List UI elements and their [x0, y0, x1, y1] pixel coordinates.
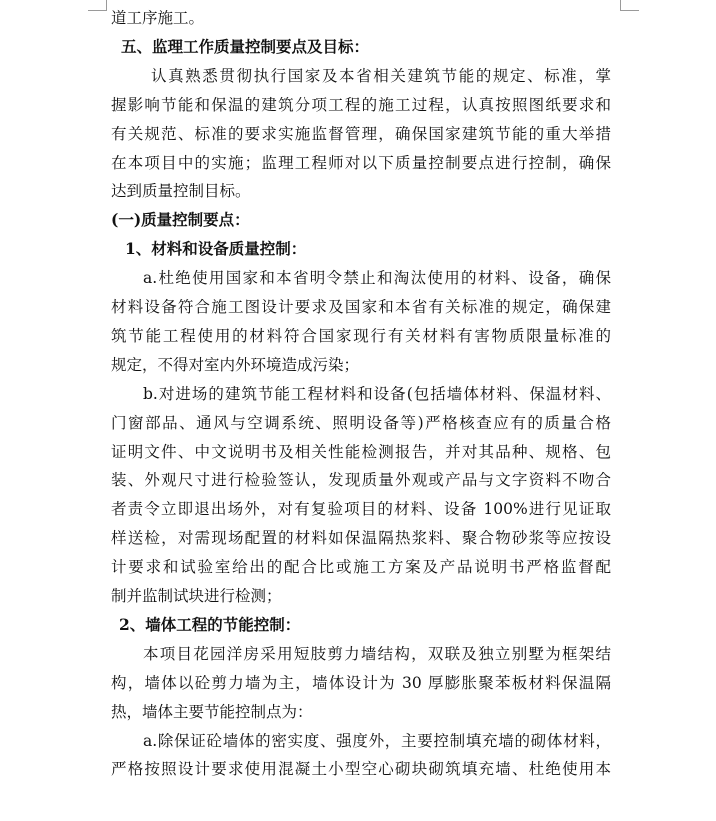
- section-heading: (一)质量控制要点：: [111, 210, 250, 230]
- paragraph-line: a.除保证砼墙体的密实度、强度外，主要控制填充墙的砌体材料，: [143, 731, 611, 750]
- paragraph-line: 认真熟悉贯彻执行国家及本省相关建筑节能的规定、标准，掌: [151, 66, 611, 85]
- paragraph-line: 达到质量控制目标。: [111, 182, 251, 201]
- section-heading: 1、材料和设备质量控制：: [125, 239, 307, 259]
- paragraph-line: 在本项目中的实施；监理工程师对以下质量控制要点进行控制，确保: [111, 153, 611, 172]
- section-heading: 五、监理工作质量控制要点及目标：: [121, 36, 370, 56]
- paragraph-line: 道工序施工。: [111, 9, 205, 27]
- paragraph-line: 构，墙体以砼剪力墙为主，墙体设计为 30 厚膨胀聚苯板材料保温隔: [111, 673, 611, 692]
- paragraph-line: 热，墙体主要节能控制点为：: [111, 702, 313, 721]
- paragraph-line: 者责令立即退出场外，对有复验项目的材料、设备 100%进行见证取: [111, 500, 611, 519]
- paragraph-line: 证明文件、中文说明书及相关性能检测报告，并对其品种、规格、包: [111, 442, 611, 461]
- paragraph-line: 装、外观尺寸进行检验签认，发现质量外观或产品与文字资料不吻合: [111, 471, 611, 490]
- paragraph-line: 制并监制试块进行检测；: [111, 587, 282, 605]
- paragraph-line: 材料设备符合施工图设计要求及国家和本省有关标准的规定，确保建: [111, 298, 611, 316]
- paragraph-line: 计要求和试验室给出的配合比或施工方案及产品说明书严格监督配: [111, 558, 611, 577]
- paragraph-line: 严格按照设计要求使用混凝土小型空心砌块砌筑填充墙、杜绝使用本: [111, 760, 611, 779]
- paragraph-line: 筑节能工程使用的材料符合国家现行有关材料有害物质限量标准的: [111, 326, 611, 345]
- margin-crop-mark-left: [88, 0, 107, 11]
- margin-crop-mark-right: [620, 0, 639, 11]
- paragraph-line: 门窗部品、通风与空调系统、照明设备等)严格核查应有的质量合格: [111, 413, 611, 432]
- paragraph-line: 规定，不得对室内外环境造成污染；: [111, 355, 360, 374]
- paragraph-line: 握影响节能和保温的建筑分项工程的施工过程，认真按照图纸要求和: [111, 95, 611, 114]
- paragraph-line: 本项目花园洋房采用短肢剪力墙结构，双联及独立别墅为框架结: [143, 644, 611, 663]
- paragraph-line: b.对进场的建筑节能工程材料和设备(包括墙体材料、保温材料、: [143, 384, 611, 403]
- paragraph-line: a.杜绝使用国家和本省明令禁止和淘汰使用的材料、设备，确保: [143, 269, 611, 288]
- paragraph-line: 有关规范、标准的要求实施监督管理，确保国家建筑节能的重大举措: [111, 124, 611, 143]
- section-heading: 2、墙体工程的节能控制：: [119, 614, 301, 634]
- paragraph-line: 样送检，对需现场配置的材料如保温隔热浆料、聚合物砂浆等应按设: [111, 529, 611, 548]
